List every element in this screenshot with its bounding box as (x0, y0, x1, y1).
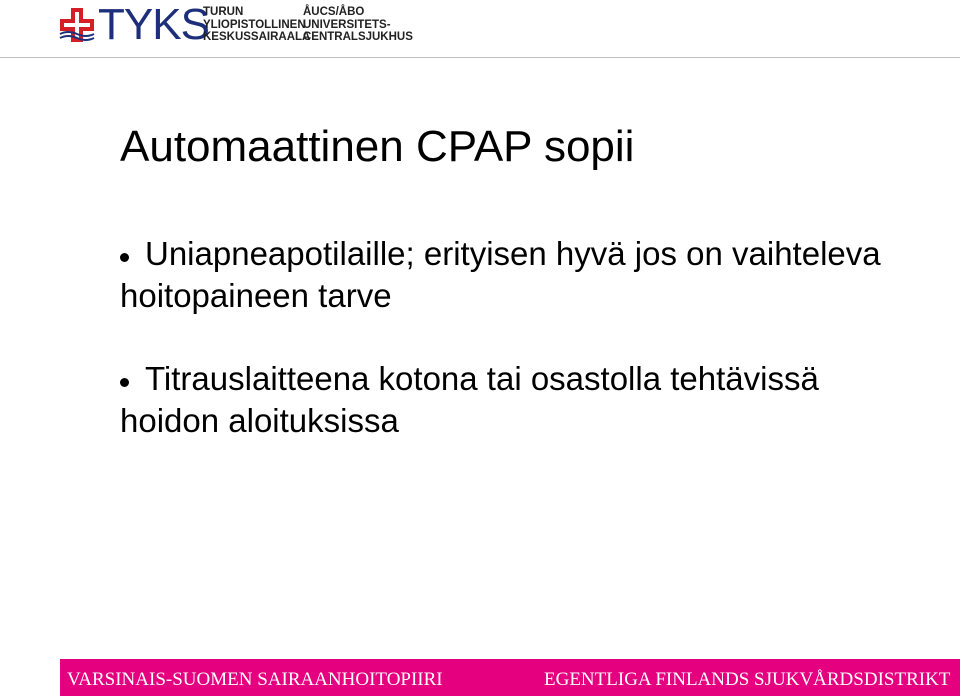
bullet-dot-icon (120, 253, 129, 262)
header-divider (0, 57, 960, 58)
footer-district-swedish: EGENTLIGA FINLANDS SJUKVÅRDSDISTRIKT (544, 669, 951, 690)
bullet-item (120, 358, 920, 442)
hospital-cross-logo-icon (58, 6, 96, 44)
slide-title: Automaattinen CPAP sopii (120, 122, 635, 171)
logo-wordmark: TYKS (98, 0, 209, 49)
bullet-text: Uniapneapotilaille; erityisen hyvä jos on vaihteleva hoitopaineen tarve (120, 235, 881, 314)
footer-bar (60, 659, 960, 696)
bullet-text: Titrauslaitteena kotona tai osastolla tehtävissä hoidon aloituksissa (120, 360, 819, 439)
bullet-list (120, 233, 920, 483)
footer-district-finnish: VARSINAIS-SUOMEN SAIRAANHOITOPIIRI (67, 669, 443, 690)
bullet-dot-icon (120, 378, 129, 387)
logo-text-finnish: TURUN YLIOPISTOLLINEN KESKUSSAIRAALA (203, 6, 311, 43)
logo-text-swedish: ÅUCS/ÅBO UNIVERSITETS- CENTRALSJUKHUS (303, 6, 413, 43)
bullet-item (120, 233, 920, 317)
header (0, 0, 960, 60)
